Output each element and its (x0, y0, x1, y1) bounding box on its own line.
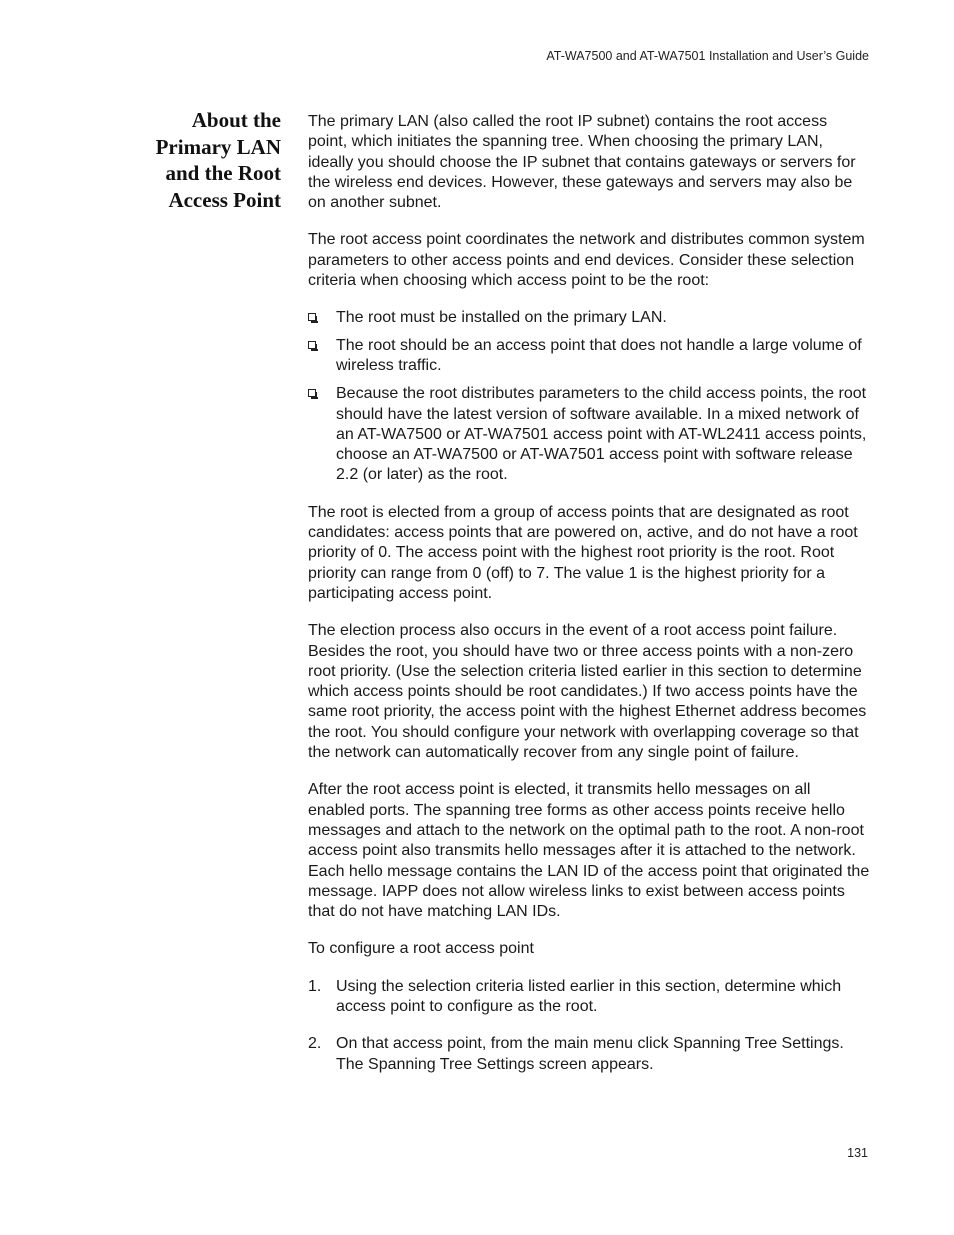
body-content (308, 112, 870, 1092)
checkbox-bullet-icon (308, 313, 316, 321)
step-item (308, 1034, 870, 1075)
paragraph: After the root access point is elected, it transmits hello messages on all enabled ports. The spanning tree forms as other access points receive hello messages and attach to the network on the optimal path to the root. A non-root access point also transmits hello messages after it is attached to the network. Each hello message contains the LAN ID of the access point that originated the message. IAPP does not allow wireless links to exist between access points that do not have matching LAN IDs. (308, 781, 870, 921)
step-text: Using the selection criteria listed earlier in this section, determine which access point to configure as the root. (336, 977, 842, 1015)
list-item (308, 308, 870, 328)
list-item-text: The root must be installed on the primary LAN. (336, 309, 667, 327)
step-text: On that access point, from the main menu click Spanning Tree Settings. The Spanning Tree Settings screen appears. (336, 1035, 844, 1073)
section-heading (130, 107, 281, 213)
page-number: 131 (847, 1146, 868, 1160)
list-item (308, 336, 870, 377)
checkbox-bullet-icon (308, 389, 316, 397)
list-item (308, 384, 870, 485)
step-number: 1. (308, 977, 322, 995)
section-heading-line: and the Root (165, 161, 281, 185)
step-item (308, 977, 870, 1018)
paragraph: The election process also occurs in the event of a root access point failure. Besides the root, you should have two or three access points with a non-zero root priority. (Use the selection criteria listed earlier in this section to determine which access points should be root candidates.) If two access points have the same root priority, the access point with the highest Ethernet address becomes the root. You should configure your network with overlapping coverage so that the network can automatically recover from any single point of failure. (308, 622, 867, 762)
section-heading-line: Access Point (168, 187, 281, 212)
list-item-text: The root should be an access point that does not handle a large volume of wireless traffic. (336, 337, 862, 375)
paragraph: The primary LAN (also called the root IP subnet) contains the root access point, which initiates the spanning tree. When choosing the primary LAN, ideally you should choose the IP subnet that contains gateways or servers for the wireless end devices. However, these gateways and servers may also be on another subnet. (308, 113, 856, 212)
list-item-text: Because the root distributes parameters to the child access points, the root should have the latest version of software available. In a mixed network of an AT-WA7500 or AT-WA7501 access point with AT-WL2411 access points, choose an AT-WA7500 or AT-WA7501 access point with software release 2.2 (or later) as the root. (336, 385, 867, 484)
checkbox-bullet-icon (308, 341, 316, 349)
section-heading-line: Primary LAN (155, 134, 281, 159)
running-header: AT-WA7500 and AT-WA7501 Installation and User’s Guide (546, 49, 869, 63)
paragraph: The root is elected from a group of access points that are designated as root candidates: access points that are powered on, active, and do not have a root priority of 0. The access point with the highest root priority is the root. Root priority can range from 0 (off) to 7. The value 1 is the highest priority for a participating access point. (308, 503, 858, 602)
procedure-steps (308, 977, 870, 1075)
criteria-list (308, 308, 870, 485)
procedure-intro: To configure a root access point (308, 940, 534, 958)
section-heading-line: About the (191, 108, 281, 132)
paragraph: The root access point coordinates the network and distributes common system parameters to other access points and end devices. Consider these selection criteria when choosing which access point to be the root: (308, 231, 865, 290)
step-number: 2. (308, 1035, 322, 1053)
